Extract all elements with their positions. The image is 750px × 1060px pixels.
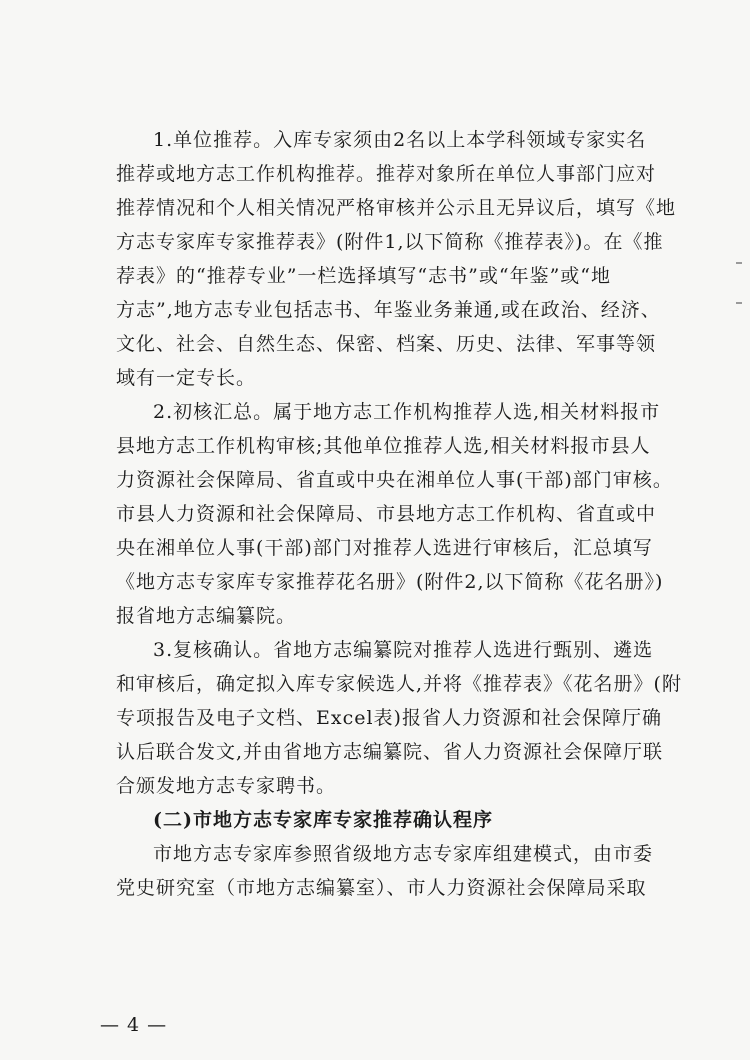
edge-mark (736, 302, 742, 304)
text-line: 认后联合发文,并由省地方志编纂院、省人力资源社会保障厅联 (116, 741, 664, 763)
text-line: 推荐情况和个人相关情况严格审核并公示且无异议后，填写《地 (116, 197, 677, 219)
para-3-final-confirmation (116, 633, 682, 803)
text-line: 央在湘单位人事(干部)部门对推荐人选进行审核后，汇总填写 (116, 537, 653, 559)
text-line: 方志”,地方志专业包括志书、年鉴业务兼通,或在政治、经济、 (116, 299, 661, 321)
text-line: 市县人力资源和社会保障局、市县地方志工作机构、省直或中 (116, 503, 657, 525)
page-number: — 4 — (100, 1014, 168, 1036)
text-line: 2.初核汇总。属于地方志工作机构推荐人选,相关材料报市 (153, 401, 661, 423)
text-line: 推荐或地方志工作机构推荐。推荐对象所在单位人事部门应对 (116, 163, 657, 185)
text-line: 《地方志专家库专家推荐花名册》(附件2,以下简称《花名册》) (116, 571, 664, 593)
para-1-unit-recommendation (116, 123, 676, 395)
text-line: 党史研究室（市地方志编纂室）、市人力资源社会保障局采取 (116, 877, 647, 899)
text-line: 县地方志工作机构审核;其他单位推荐人选,相关材料报市县人 (116, 435, 651, 457)
text-line: 荐表》的“推荐专业”一栏选择填写“志书”或“年鉴”或“地 (116, 265, 611, 287)
text-line: 域有一定专长。 (116, 367, 257, 389)
text-line: 方志专家库专家推荐表》(附件1,以下简称《推荐表》)。在《推 (116, 231, 664, 253)
text-line: 专项报告及电子文档、Excel表)报省人力资源和社会保障厅确 (116, 707, 662, 729)
text-line: 报省地方志编纂院。 (116, 605, 297, 627)
edge-mark (736, 262, 742, 264)
section-heading: (二)市地方志专家库专家推荐确认程序 (153, 809, 493, 831)
text-line: 3.复核确认。省地方志编纂院对推荐人选进行甄别、遴选 (153, 639, 654, 661)
text-line: 力资源社会保障局、省直或中央在湘单位人事(干部)部门审核。 (116, 469, 673, 491)
para-4-city-library (116, 837, 676, 905)
para-2-initial-review (116, 395, 676, 633)
text-line: 1.单位推荐。入库专家须由2名以上本学科领域专家实名 (153, 129, 647, 151)
text-line: 市地方志专家库参照省级地方志专家库组建模式，由市委 (153, 843, 654, 865)
document-body (116, 123, 682, 905)
text-line: 合颁发地方志专家聘书。 (116, 775, 337, 797)
text-line: 文化、社会、自然生态、保密、档案、历史、法律、军事等领 (116, 333, 657, 355)
text-line: 和审核后，确定拟入库专家候选人,并将《推荐表》《花名册》(附 (116, 673, 682, 695)
section-heading-city-procedure (116, 803, 676, 837)
